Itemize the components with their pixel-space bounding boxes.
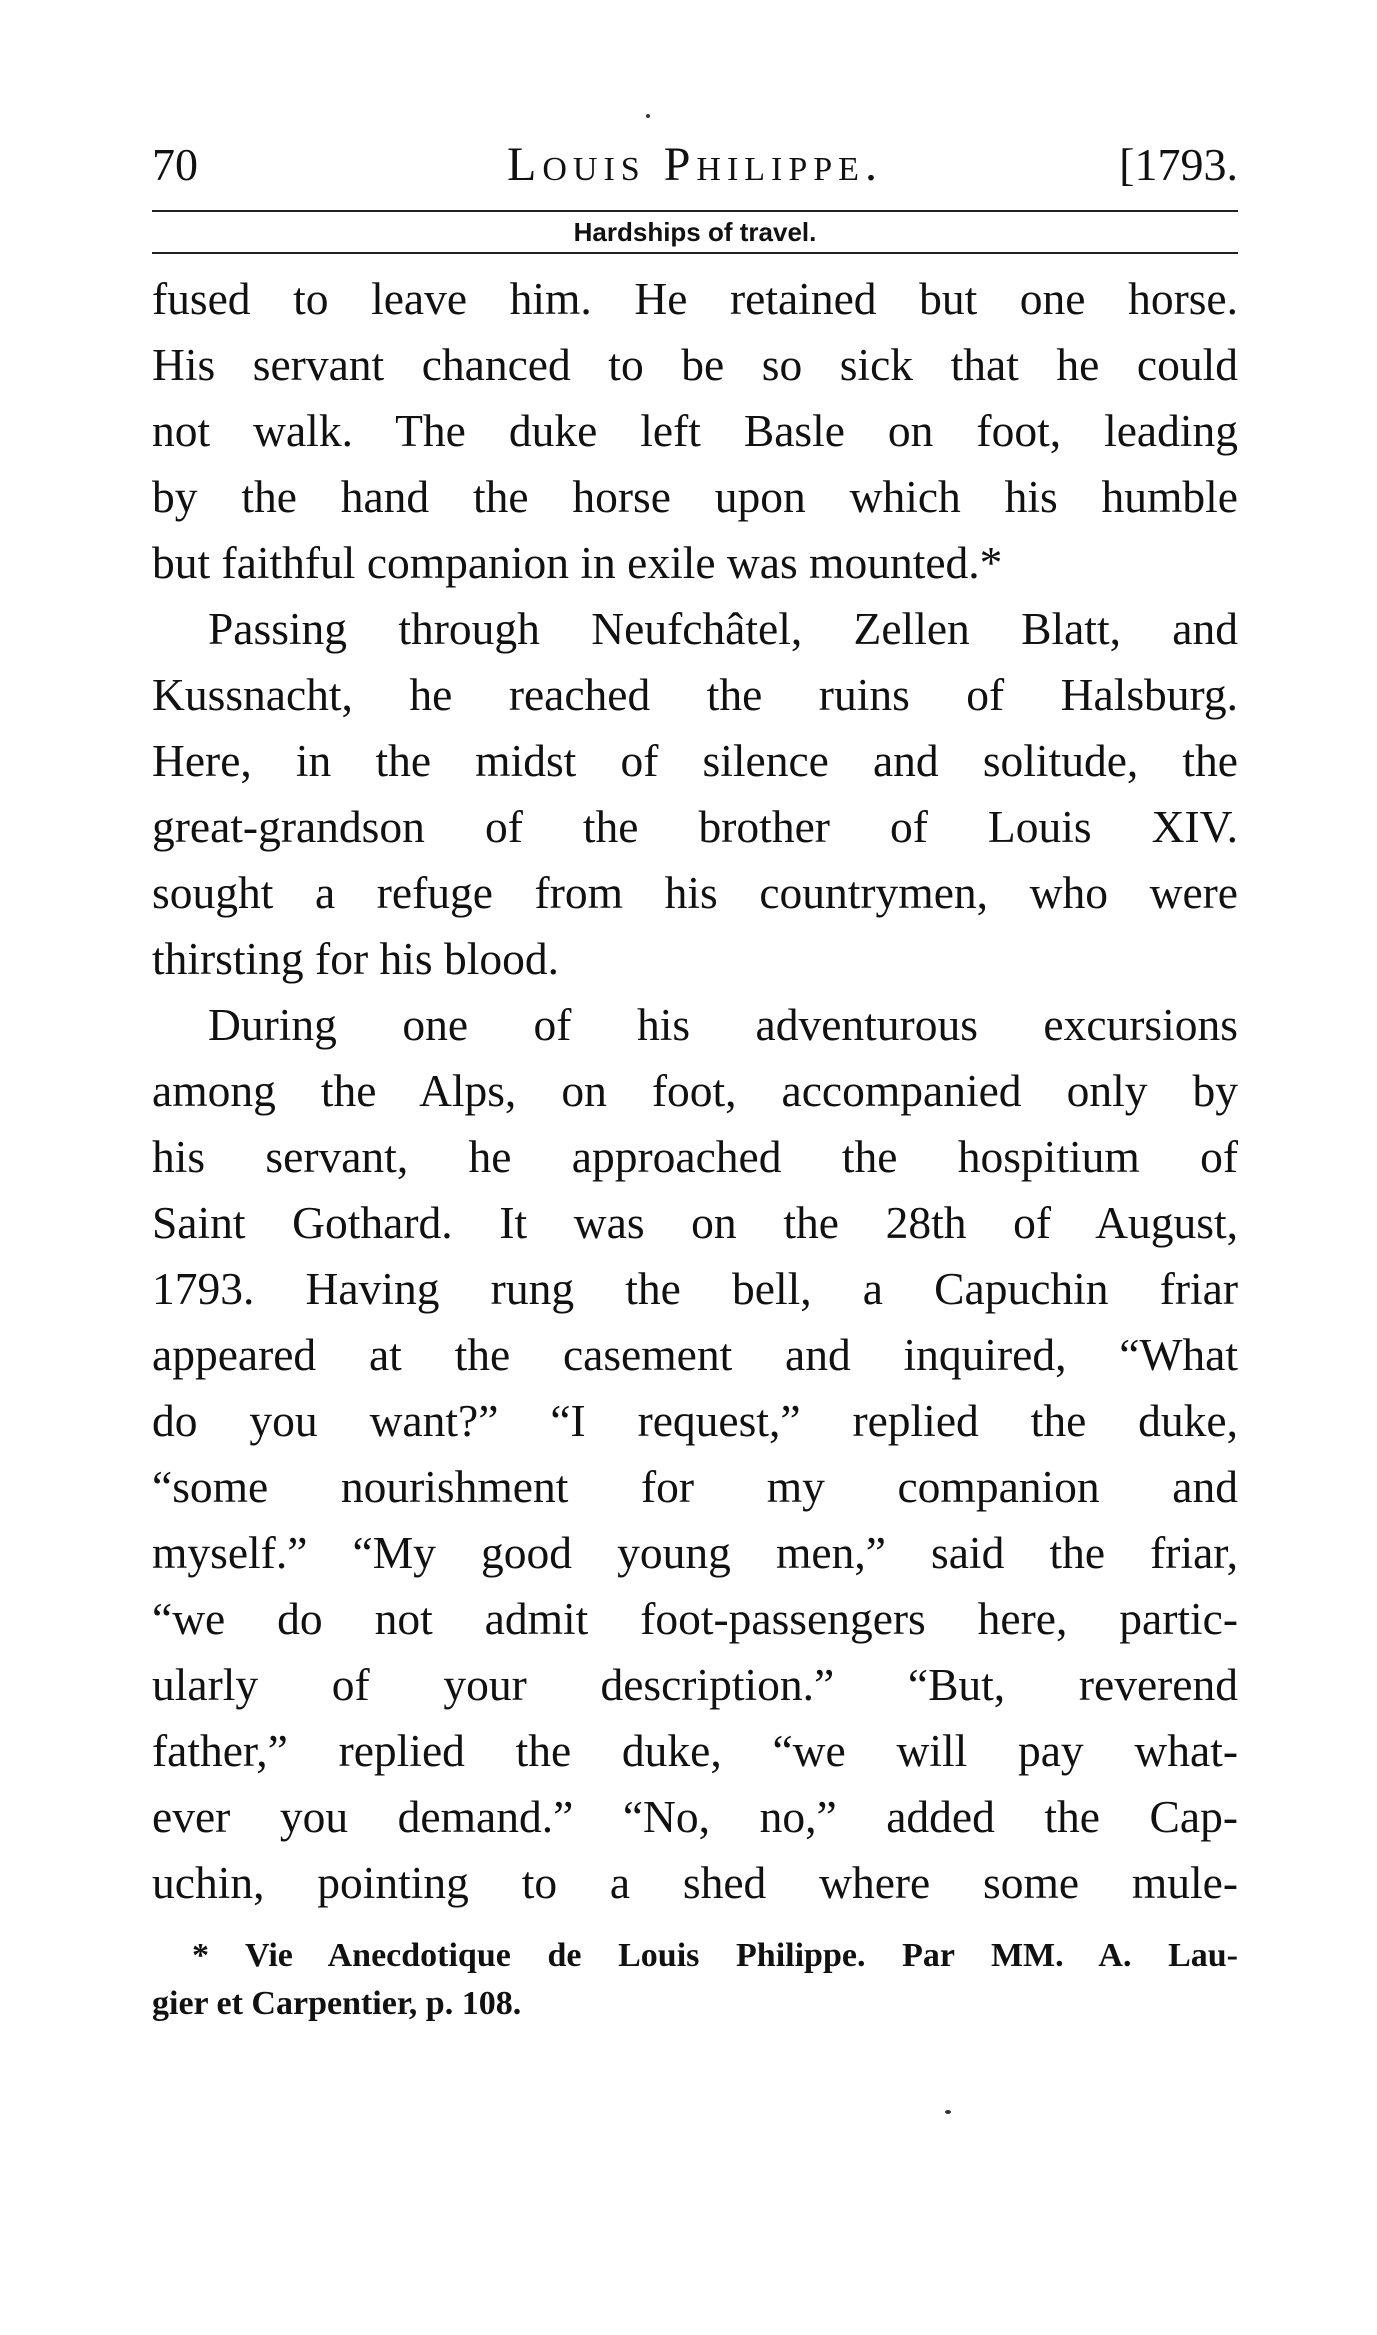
text-line: father,” replied the duke, “we will pay what- — [152, 1725, 1238, 1776]
text-line: “some nourishment for my companion and — [152, 1461, 1238, 1512]
text-line: 1793. Having rung the bell, a Capuchin friar — [152, 1263, 1238, 1314]
running-year: [1793. — [1119, 139, 1238, 190]
body-text — [152, 266, 1238, 1916]
text-line: appeared at the casement and inquired, “What — [152, 1329, 1238, 1380]
text-line: “we do not admit foot-passengers here, partic- — [152, 1593, 1238, 1644]
footnote-line: * Vie Anecdotique de Louis Philippe. Par MM. A. Lau- — [192, 1937, 1238, 1974]
text-line: ever you demand.” “No, no,” added the Cap- — [152, 1791, 1238, 1842]
text-line: Passing through Neufchâtel, Zellen Blatt, and — [208, 603, 1238, 654]
section-subheading: Hardships of travel. — [573, 217, 817, 247]
text-line: Kussnacht, he reached the ruins of Halsburg. — [152, 669, 1238, 720]
print-speck — [646, 114, 650, 118]
running-title: Louis Philippe. — [507, 138, 883, 191]
text-line: but faithful companion in exile was mounted.* — [152, 537, 1003, 588]
text-line: Saint Gothard. It was on the 28th of August, — [152, 1197, 1238, 1248]
page-number: 70 — [152, 139, 198, 190]
text-line: thirsting for his blood. — [152, 933, 559, 984]
text-line: not walk. The duke left Basle on foot, leading — [152, 405, 1238, 456]
text-line: myself.” “My good young men,” said the friar, — [152, 1527, 1238, 1578]
book-page — [152, 130, 1238, 2028]
text-line: Here, in the midst of silence and solitude, the — [152, 735, 1238, 786]
text-line: During one of his adventurous excursions — [208, 999, 1238, 1050]
header-rule-bottom — [152, 252, 1238, 254]
text-line: by the hand the horse upon which his humble — [152, 471, 1238, 522]
text-line: His servant chanced to be so sick that he could — [152, 339, 1238, 390]
footnote-line: gier et Carpentier, p. 108. — [152, 1985, 522, 2022]
text-line: fused to leave him. He retained but one horse. — [152, 273, 1238, 324]
text-line: great-grandson of the brother of Louis XIV. — [152, 801, 1238, 852]
running-head — [152, 130, 1238, 200]
print-speck — [945, 2110, 951, 2114]
text-line: sought a refuge from his countrymen, who were — [152, 867, 1238, 918]
text-line: his servant, he approached the hospitium of — [152, 1131, 1238, 1182]
text-line: do you want?” “I request,” replied the duke, — [152, 1395, 1238, 1446]
text-line: ularly of your description.” “But, reverend — [152, 1659, 1238, 1710]
footnote — [152, 1932, 1238, 2028]
text-line: uchin, pointing to a shed where some mule- — [152, 1857, 1238, 1908]
text-line: among the Alps, on foot, accompanied only by — [152, 1065, 1238, 1116]
